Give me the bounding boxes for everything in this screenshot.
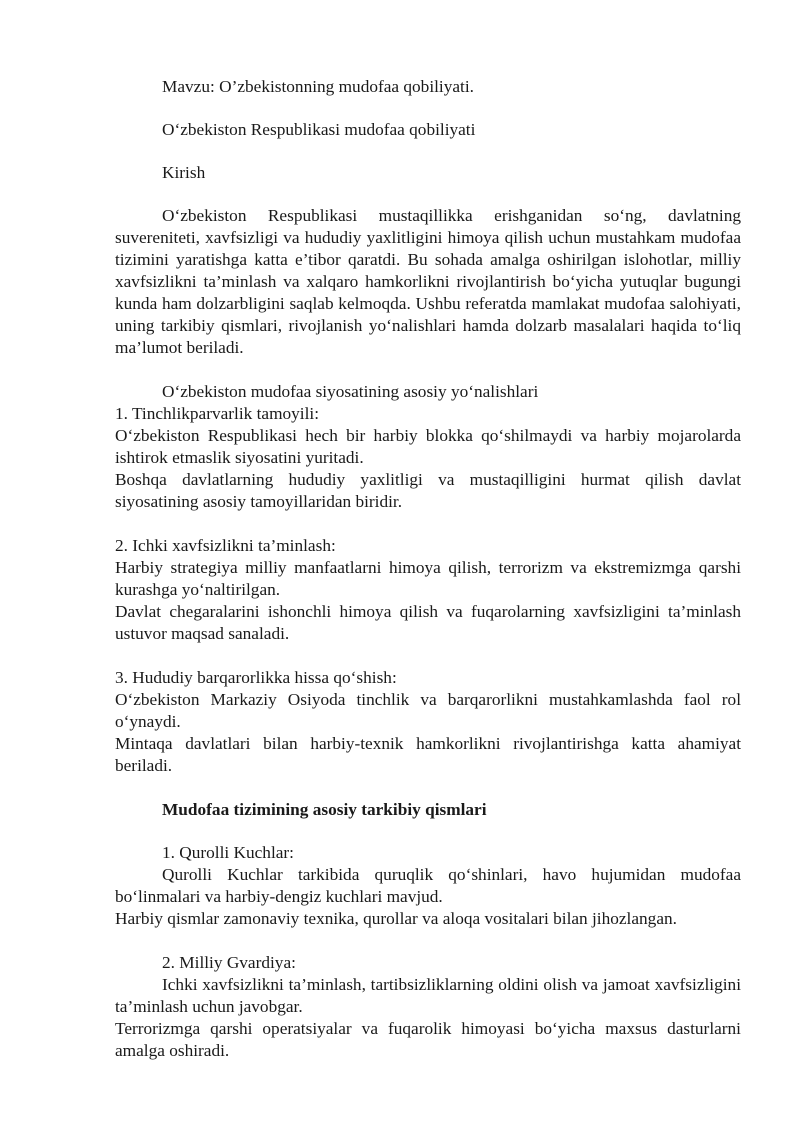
policy-heading: O‘zbekiston mudofaa siyosatining asosiy yo‘nalishlari (162, 382, 539, 401)
component-2-heading: 2. Milliy Gvardiya: (162, 953, 296, 972)
policy-item-3-heading: 3. Hududiy barqarorlikka hissa qo‘shish: (115, 668, 397, 687)
component-1-text-b: Harbiy qismlar zamonaviy texnika, qurollar va aloqa vositalari bilan jihozlangan. (115, 909, 677, 928)
policy-item-2-heading: 2. Ichki xavfsizlikni ta’minlash: (115, 536, 336, 555)
intro-paragraph: O‘zbekiston Respublikasi mustaqillikka erishganidan so‘ng, davlatning suvereniteti, xavfsizligi va hududiy yaxlitligini himoya qilish uchun mustahkam mudofaa tizimini yaratishga katta e’tibor qaratdi. Bu sohada amalga oshirilgan islohotlar, milliy xavfsizlikni ta’minlash va xalqaro hamkorlikni rivojlantirish bo‘yicha yutuqlar bugungi kunda ham dolzarbligini saqlab kelmoqda. Ushbu referatda mamlakat mudofaa salohiyati, uning tarkibiy qismlari, rivojlanish yo‘nalishlari hamda dolzarb masalalari haqida to‘liq ma’lumot beriladi. (115, 206, 741, 357)
policy-item-1-text-a: O‘zbekiston Respublikasi hech bir harbiy blokka qo‘shilmaydi va harbiy mojarolarda ishtirok etmaslik siyosatini yuritadi. (115, 426, 741, 467)
document-body (115, 76, 741, 1062)
policy-item-2-text-b: Davlat chegaralarini ishonchli himoya qilish va fuqarolarning xavfsizligini ta’minlash ustuvor maqsad sanaladi. (115, 602, 741, 643)
policy-item-1-heading: 1. Tinchlikparvarlik tamoyili: (115, 404, 320, 423)
policy-item-2-text-a: Harbiy strategiya milliy manfaatlarni himoya qilish, terrorizm va ekstremizmga qarshi kurashga yo‘naltirilgan. (115, 558, 741, 599)
intro-heading: Kirish (162, 163, 206, 182)
component-1-heading: 1. Qurolli Kuchlar: (162, 843, 294, 862)
component-1-text-a: Qurolli Kuchlar tarkibida quruqlik qo‘shinlari, havo hujumidan mudofaa bo‘linmalari va harbiy-dengiz kuchlari mavjud. (115, 865, 741, 906)
policy-item-3-text-b: Mintaqa davlatlari bilan harbiy-texnik hamkorlikni rivojlantirishga katta ahamiyat beriladi. (115, 734, 741, 775)
component-2-text-b: Terrorizmga qarshi operatsiyalar va fuqarolik himoyasi bo‘yicha maxsus dasturlarni amalga oshiradi. (115, 1019, 741, 1060)
components-heading: Mudofaa tizimining asosiy tarkibiy qismlari (162, 800, 487, 819)
policy-item-1-text-b: Boshqa davlatlarning hududiy yaxlitligi va mustaqilligini hurmat qilish davlat siyosatining asosiy tamoyillaridan biridir. (115, 470, 741, 511)
document-title: O‘zbekiston Respublikasi mudofaa qobiliyati (162, 120, 476, 139)
component-2-text-a: Ichki xavfsizlikni ta’minlash, tartibsizliklarning oldini olish va jamoat xavfsizligini ta’minlash uchun javobgar. (115, 975, 741, 1016)
policy-item-3-text-a: O‘zbekiston Markaziy Osiyoda tinchlik va barqarorlikni mustahkamlashda faol rol o‘ynaydi. (115, 690, 741, 731)
topic-line: Mavzu: O’zbekistonning mudofaa qobiliyati. (162, 77, 474, 96)
